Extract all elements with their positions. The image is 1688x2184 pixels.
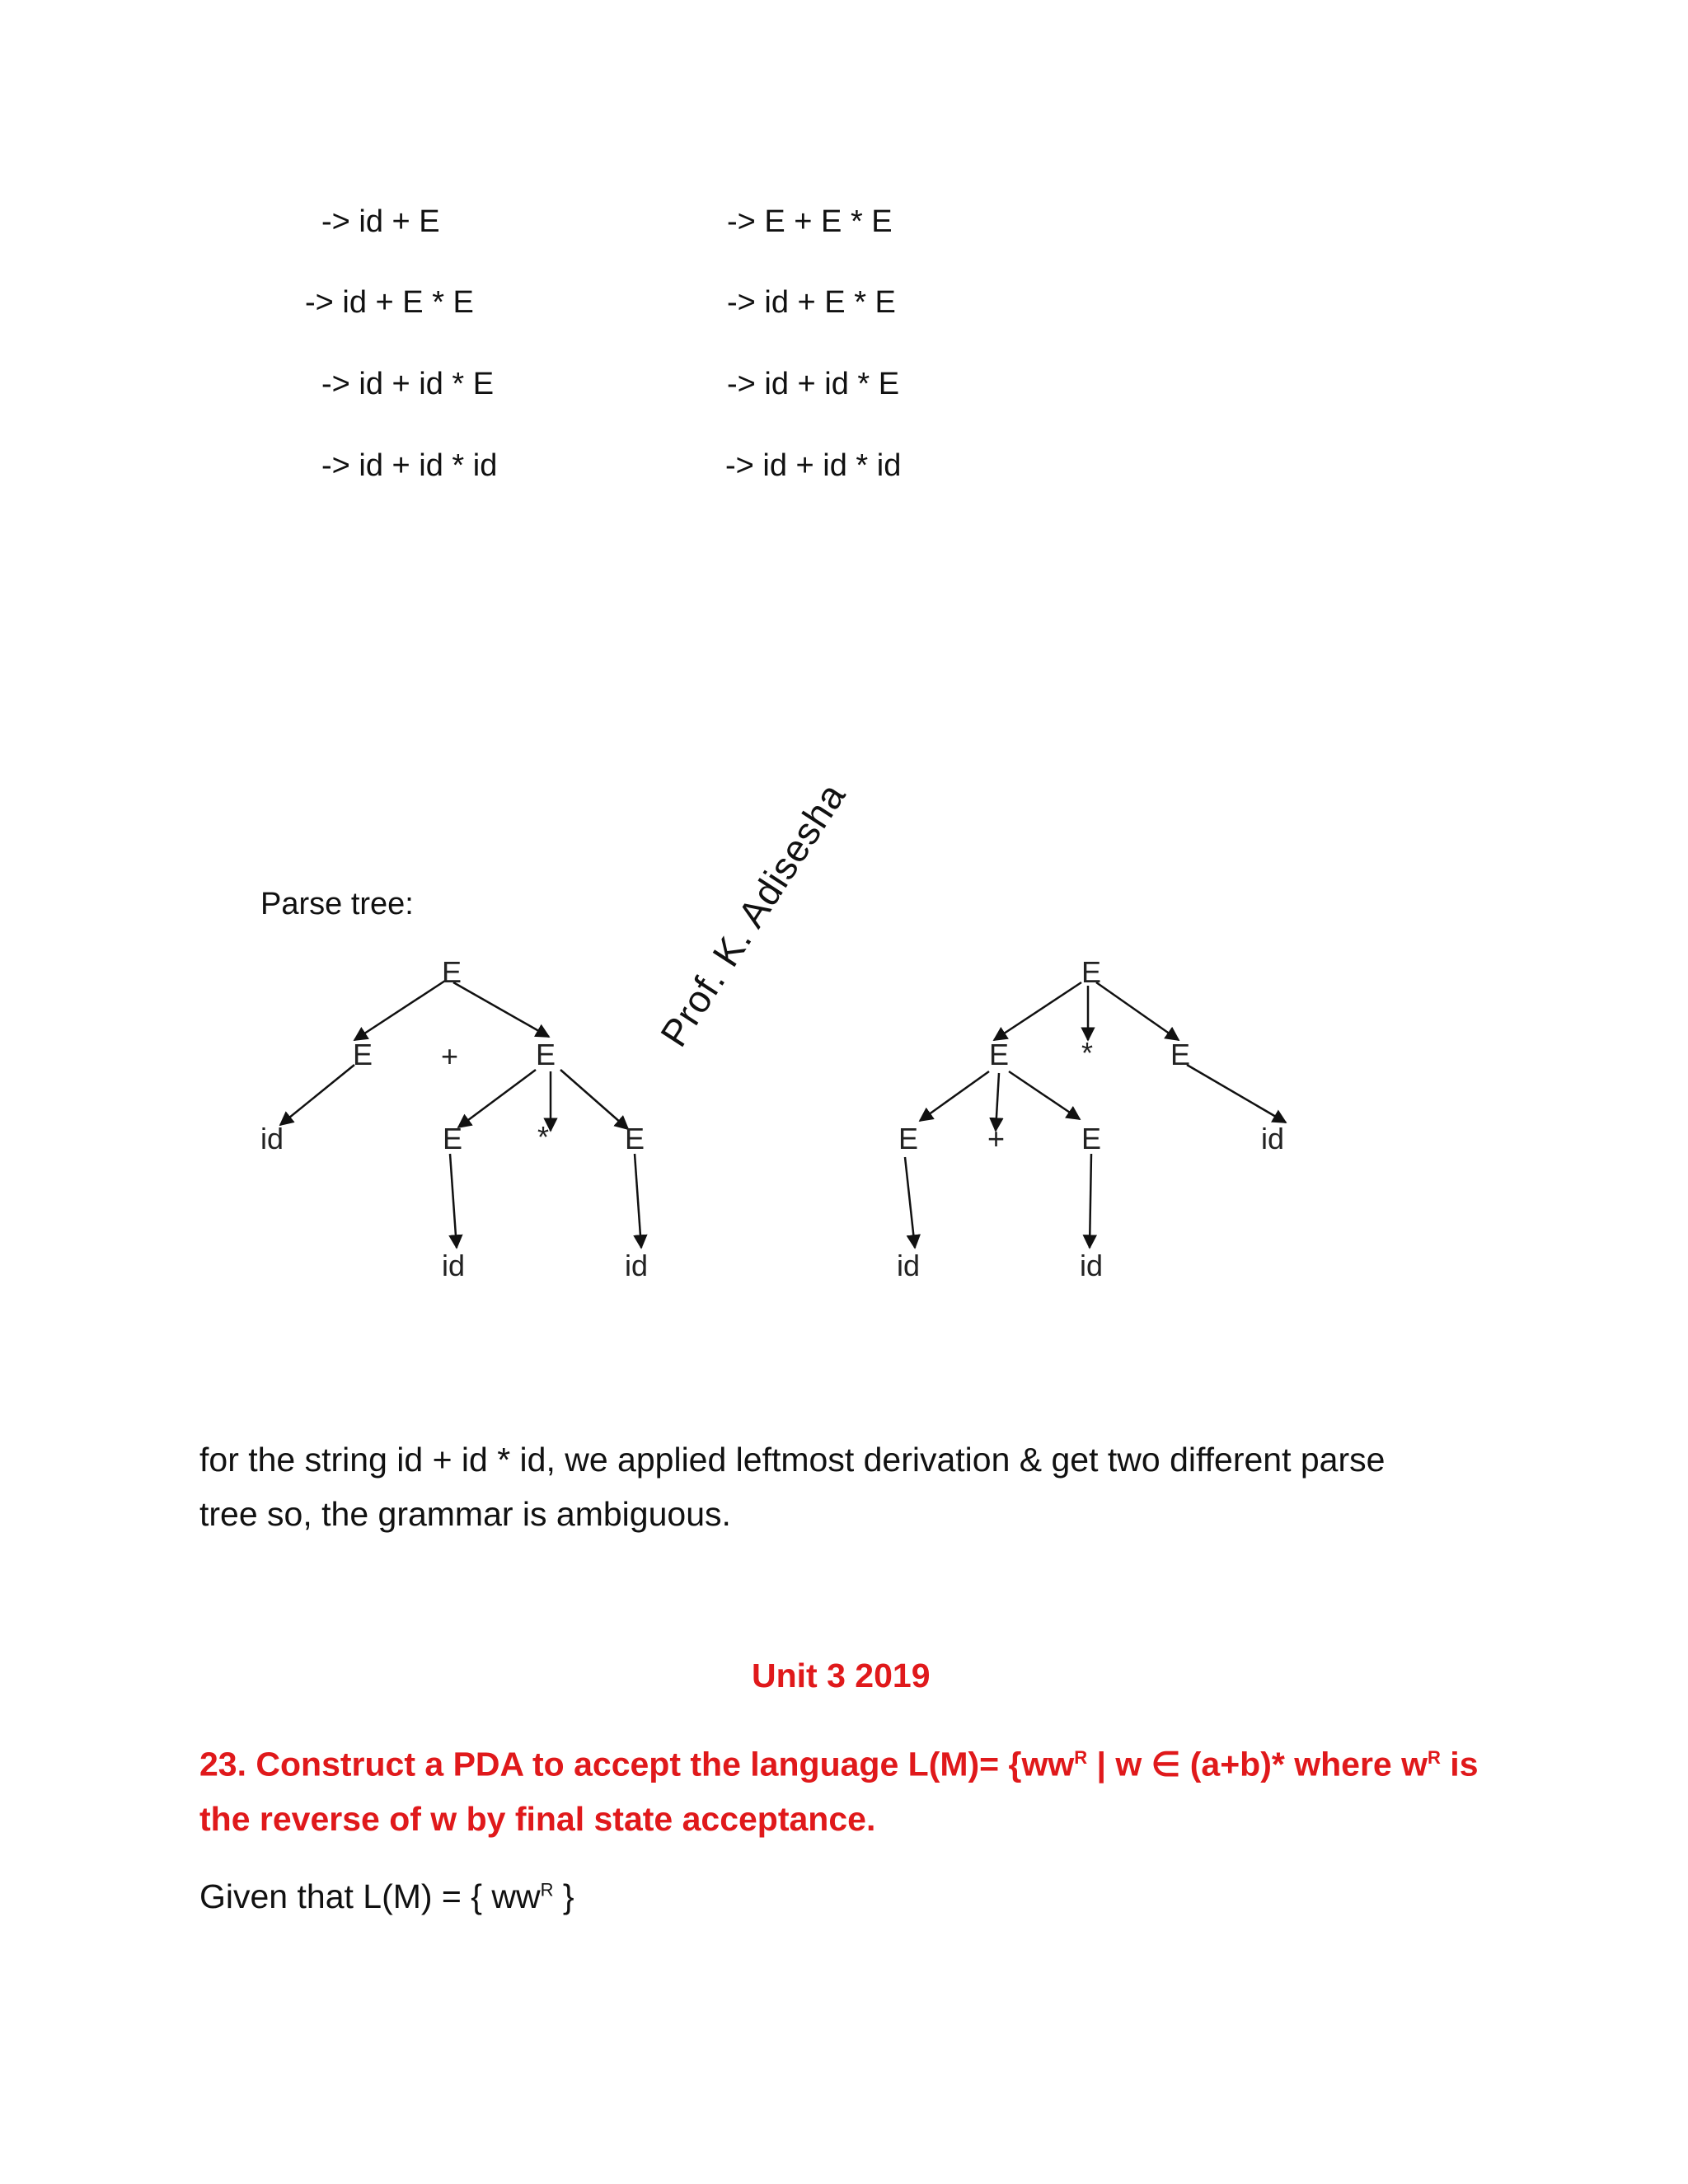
question-23 bbox=[199, 1731, 1551, 1846]
tree1-edges bbox=[280, 981, 641, 1248]
tree2-edge-left-ll bbox=[920, 1071, 989, 1121]
tree2-edge-root-right bbox=[1096, 982, 1179, 1040]
parse-tree-label: Parse tree: bbox=[260, 887, 414, 921]
tree1-edge-left-id bbox=[280, 1065, 354, 1125]
derivation-left-line-4: -> id + id * id bbox=[321, 448, 498, 483]
question-text-line-2: the reverse of w by final state acceptance. bbox=[199, 1799, 876, 1838]
tree1-edge-right-far bbox=[560, 1070, 628, 1129]
question-text-part-3: is bbox=[1440, 1745, 1479, 1783]
tree1-node-id-far: id bbox=[625, 1249, 649, 1282]
given-statement bbox=[199, 1877, 574, 1916]
tree1-edge-right-mid bbox=[458, 1070, 536, 1127]
given-close: } bbox=[553, 1877, 574, 1915]
tree1-node-plus: + bbox=[441, 1039, 459, 1073]
tree1-node-id-leaf: id bbox=[260, 1122, 284, 1155]
tree2-node-plus: + bbox=[987, 1122, 1006, 1155]
tree2-node-e-right: E bbox=[1170, 1038, 1191, 1071]
given-text: Given that L(M) = { ww bbox=[199, 1877, 541, 1915]
tree1-node-e-left: E bbox=[353, 1038, 373, 1071]
question-superscript-2: R bbox=[1428, 1747, 1441, 1768]
tree1-edge-root-left bbox=[354, 981, 445, 1040]
derivation-left-line-1: -> id + E bbox=[321, 204, 440, 239]
tree2-node-id-ll: id bbox=[897, 1249, 921, 1282]
ambiguity-paragraph-line-1: for the string id + id * id, we applied leftmost derivation & get two different parse bbox=[199, 1441, 1386, 1479]
watermark-author: Prof. K. Adisesha bbox=[651, 775, 854, 1054]
derivation-left-line-2: -> id + E * E bbox=[305, 285, 474, 320]
tree2-node-id-lr: id bbox=[1080, 1249, 1104, 1282]
derivation-right-line-2: -> id + E * E bbox=[727, 285, 896, 320]
ambiguity-paragraph-line-2: tree so, the grammar is ambiguous. bbox=[199, 1495, 731, 1533]
tree2-node-root: E bbox=[1081, 955, 1102, 989]
tree2-edge-ll-id bbox=[905, 1157, 915, 1248]
ambiguity-paragraph bbox=[199, 1432, 1518, 1541]
tree1-node-star: * bbox=[537, 1120, 550, 1154]
tree1-node-e-far: E bbox=[625, 1122, 645, 1155]
tree1-node-id-mid: id bbox=[442, 1249, 466, 1282]
tree2-node-e-ll: E bbox=[898, 1122, 919, 1155]
question-superscript-1: R bbox=[1074, 1747, 1088, 1768]
tree1-node-e-right: E bbox=[536, 1038, 556, 1071]
given-superscript: R bbox=[540, 1879, 554, 1900]
tree2-node-e-left: E bbox=[989, 1038, 1010, 1071]
tree2-edge-root-left bbox=[994, 982, 1081, 1040]
tree2-node-id-right: id bbox=[1261, 1122, 1285, 1155]
tree2-node-e-lr: E bbox=[1081, 1122, 1102, 1155]
tree1-node-e-mid: E bbox=[443, 1122, 463, 1155]
tree1-edge-root-right bbox=[453, 982, 549, 1037]
tree1-labels bbox=[260, 955, 648, 1282]
derivation-right-line-4: -> id + id * id bbox=[725, 448, 902, 483]
section-heading: Unit 3 2019 bbox=[752, 1657, 931, 1694]
tree1-node-root: E bbox=[442, 955, 462, 989]
tree2-edge-lr-id bbox=[1090, 1154, 1091, 1248]
tree1-edge-far-id bbox=[635, 1154, 641, 1248]
tree2-node-star: * bbox=[1081, 1036, 1094, 1070]
tree2-edges bbox=[905, 982, 1286, 1248]
derivation-right-line-3: -> id + id * E bbox=[727, 367, 900, 401]
tree2-edge-left-lr bbox=[1009, 1071, 1080, 1119]
tree1-edge-mid-id bbox=[450, 1154, 457, 1248]
derivation-right-line-1: -> E + E * E bbox=[727, 204, 893, 239]
tree2-edge-right-id bbox=[1187, 1065, 1286, 1122]
derivation-left-line-3: -> id + id * E bbox=[321, 367, 495, 401]
question-text-part-2: | w ∈ (a+b)* where w bbox=[1087, 1745, 1428, 1783]
question-text-part-1: 23. Construct a PDA to accept the language L(M)= {ww bbox=[199, 1745, 1075, 1783]
